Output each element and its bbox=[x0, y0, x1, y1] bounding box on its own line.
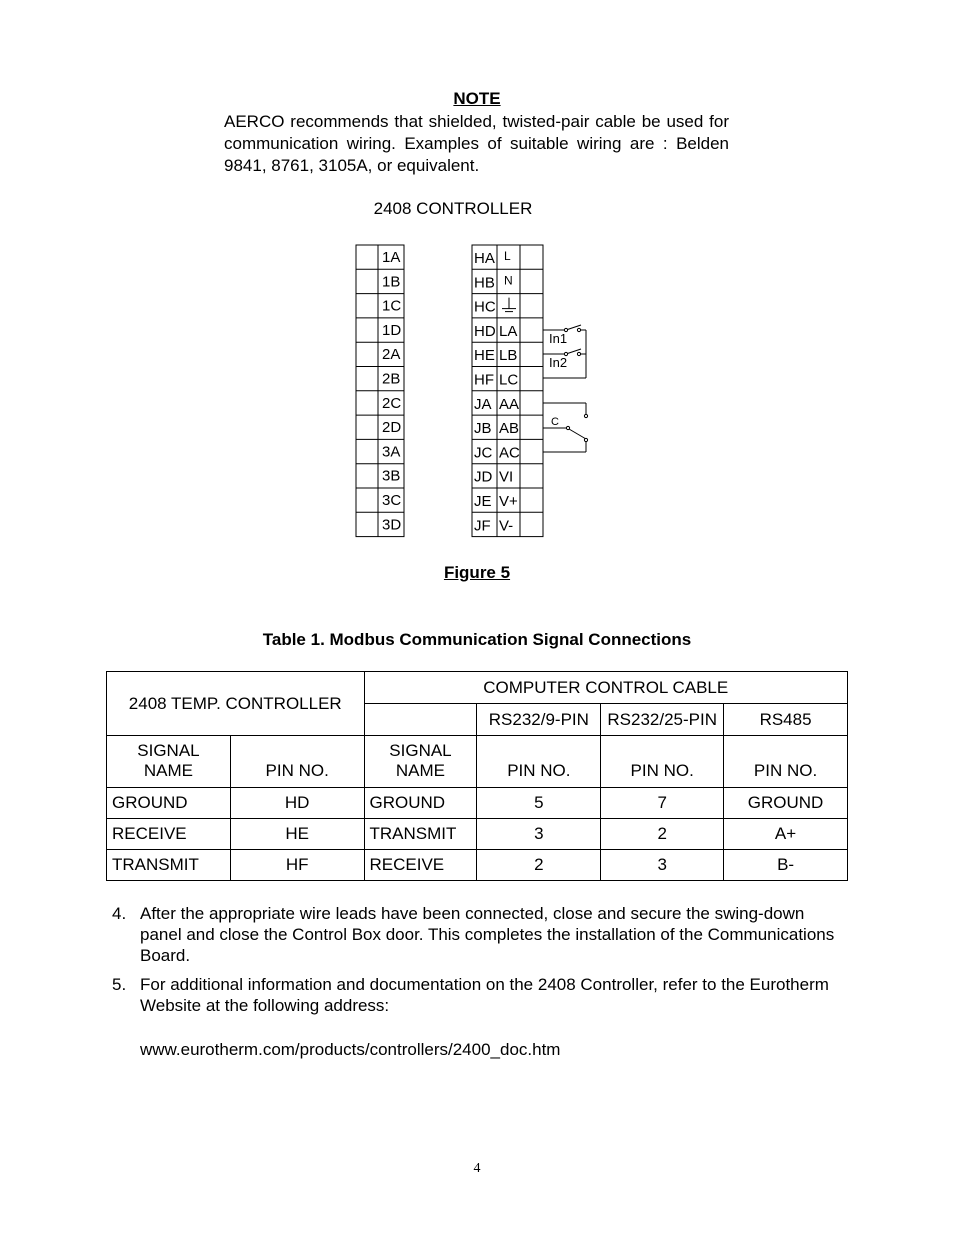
terminal-label-mid: JF bbox=[474, 517, 491, 535]
terminal-label-mid: JD bbox=[474, 468, 493, 486]
terminal-label-mid: HA bbox=[474, 250, 495, 267]
table-caption: Table 1. Modbus Communication Signal Connections bbox=[262, 630, 692, 649]
header-temp-controller: 2408 TEMP. CONTROLLER bbox=[107, 672, 365, 736]
terminal-label-left: 3B bbox=[382, 467, 401, 485]
terminal-label-left: 1B bbox=[382, 273, 401, 291]
relay-switch-icon bbox=[569, 429, 586, 439]
subheader-blank bbox=[364, 704, 477, 736]
terminal-label-right: N bbox=[504, 273, 513, 288]
eurotherm-url: www.eurotherm.com/products/controllers/2400_doc.htm bbox=[140, 1040, 561, 1059]
table-row bbox=[107, 850, 848, 881]
table-header-row-1 bbox=[107, 672, 848, 704]
cell: TRANSMIT bbox=[107, 850, 231, 881]
terminal-label-mid: HB bbox=[474, 274, 495, 292]
terminal-label-mid: HF bbox=[474, 371, 494, 389]
cell: HF bbox=[230, 850, 364, 881]
terminal-block-svg bbox=[0, 0, 954, 560]
relay-contact-icon bbox=[584, 414, 587, 417]
step-number: 5. bbox=[112, 975, 127, 994]
cell: RECEIVE bbox=[107, 819, 231, 850]
terminal-label-right: LA bbox=[499, 322, 518, 340]
terminal-label-left: 1D bbox=[382, 321, 402, 339]
list-item bbox=[106, 974, 846, 1016]
terminal-label-mid: JE bbox=[474, 493, 492, 510]
cell: 5 bbox=[477, 788, 601, 819]
cell: TRANSMIT bbox=[364, 819, 477, 850]
terminal-label-right: AB bbox=[499, 420, 520, 438]
table-row bbox=[107, 788, 848, 819]
instruction-steps bbox=[106, 903, 846, 1024]
terminal-label-right: AA bbox=[499, 395, 520, 413]
step-text: After the appropriate wire leads have been connected, close and secure the swing-down panel and close the Control Box door. This completes the installation of the Communications Board. bbox=[140, 904, 835, 965]
cell: 3 bbox=[601, 850, 724, 881]
terminal-label-left: 3D bbox=[382, 516, 402, 534]
in1-label: In1 bbox=[549, 331, 568, 346]
terminal-label-left: 2D bbox=[382, 419, 402, 437]
terminal-label-right: VI bbox=[499, 468, 514, 486]
terminal-label-left: 2B bbox=[382, 370, 401, 388]
note-body: AERCO recommends that shielded, twisted-pair cable be used for communication wiring. Examples of suitable wiring are : Belden 9841, 8761, 3105A, or equivalent. bbox=[224, 112, 729, 175]
terminal-label-mid: HD bbox=[474, 322, 496, 340]
table-row bbox=[107, 819, 848, 850]
colheader-pin-no-9: PIN NO. bbox=[477, 736, 601, 788]
terminal-label-left: 3C bbox=[382, 492, 402, 509]
terminal-label-left: 3A bbox=[382, 443, 401, 461]
terminal-label-right: LB bbox=[499, 347, 518, 365]
modbus-connections-table bbox=[106, 671, 848, 881]
table-header-row-3 bbox=[107, 736, 848, 788]
cell: HD bbox=[230, 788, 364, 819]
terminal-label-right: LC bbox=[499, 371, 519, 389]
terminal-label-mid: HE bbox=[474, 347, 495, 365]
terminal-label-left: 2A bbox=[382, 346, 401, 364]
cell: 2 bbox=[477, 850, 601, 881]
note-title: NOTE bbox=[453, 89, 501, 108]
colheader-signal-name: SIGNAL NAME bbox=[107, 736, 231, 788]
cell: 2 bbox=[601, 819, 724, 850]
cell: 7 bbox=[601, 788, 724, 819]
step-text: For additional information and documentation on the 2408 Controller, refer to the Eurotherm Website at the following address: bbox=[140, 975, 829, 1015]
figure-caption: Figure 5 bbox=[443, 563, 511, 582]
terminal-label-left: 1A bbox=[382, 249, 401, 266]
cell: HE bbox=[230, 819, 364, 850]
cell: A+ bbox=[724, 819, 848, 850]
terminal-label-left: 2C bbox=[382, 394, 402, 412]
subheader-rs232-25pin: RS232/25-PIN bbox=[601, 704, 724, 736]
subheader-rs232-9pin: RS232/9-PIN bbox=[477, 704, 601, 736]
list-item bbox=[106, 903, 846, 966]
terminal-label-mid: HC bbox=[474, 298, 496, 316]
cell: 3 bbox=[477, 819, 601, 850]
terminal-label-right: AC bbox=[499, 444, 520, 462]
terminal-label-left: 1C bbox=[382, 297, 402, 315]
colheader-pin-no-25: PIN NO. bbox=[601, 736, 724, 788]
cell: GROUND bbox=[107, 788, 231, 819]
terminal-label-right: L bbox=[504, 249, 511, 263]
in2-label: In2 bbox=[549, 355, 568, 370]
terminal-label-right: V- bbox=[499, 517, 514, 535]
step-number: 4. bbox=[112, 904, 127, 923]
terminal-label-mid: JB bbox=[474, 420, 492, 438]
subheader-rs485: RS485 bbox=[724, 704, 848, 736]
header-computer-cable: COMPUTER CONTROL CABLE bbox=[364, 672, 848, 704]
cell: GROUND bbox=[724, 788, 848, 819]
colheader-pin-no: PIN NO. bbox=[230, 736, 364, 788]
figure-title: 2408 CONTROLLER bbox=[373, 199, 533, 218]
terminal-label-mid: JA bbox=[474, 395, 492, 413]
cell: GROUND bbox=[364, 788, 477, 819]
relay-c-label: C bbox=[551, 416, 559, 428]
terminal-label-mid: JC bbox=[474, 444, 493, 462]
cell: RECEIVE bbox=[364, 850, 477, 881]
colheader-pin-no-485: PIN NO. bbox=[724, 736, 848, 788]
terminal-label-right: V+ bbox=[499, 493, 518, 510]
cell: B- bbox=[724, 850, 848, 881]
colheader-signal-name-cable: SIGNAL NAME bbox=[364, 736, 477, 788]
page-number: 4 bbox=[473, 1161, 481, 1176]
